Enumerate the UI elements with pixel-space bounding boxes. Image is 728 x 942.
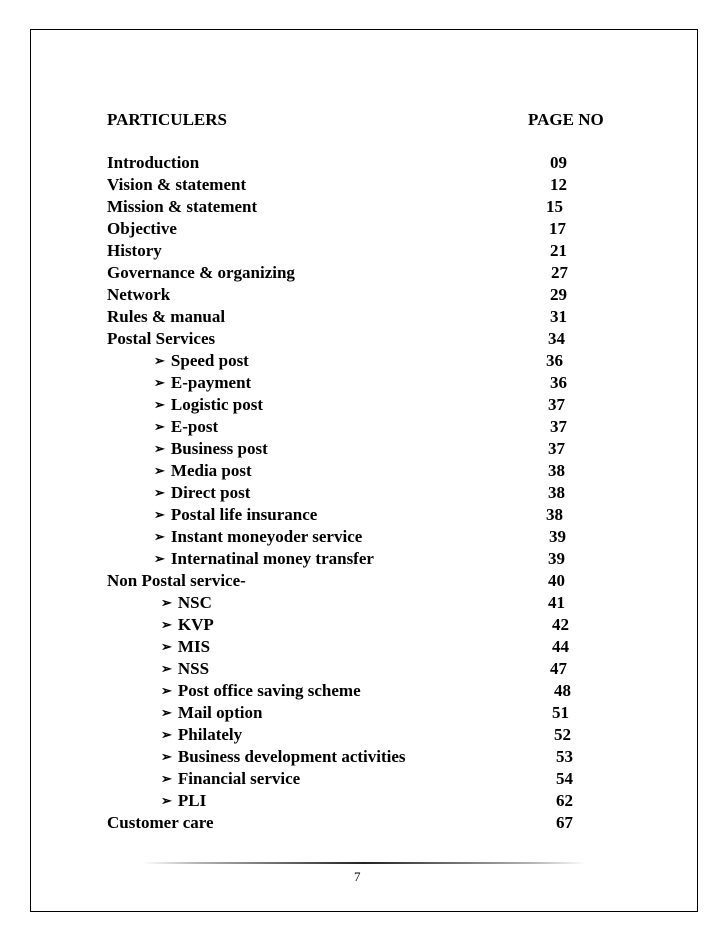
toc-label: Non Postal service-	[107, 571, 246, 590]
arrow-bullet-icon: ➢	[154, 397, 165, 412]
toc-page: 21	[550, 241, 567, 260]
toc-page: 34	[548, 329, 565, 348]
toc-page: 36	[550, 373, 567, 392]
toc-page: 37	[548, 439, 565, 458]
arrow-bullet-icon: ➢	[154, 463, 165, 478]
toc-sub-item: ➢ Financial service	[161, 769, 301, 788]
arrow-bullet-icon: ➢	[154, 441, 165, 456]
arrow-bullet-icon: ➢	[161, 727, 172, 742]
toc-label: History	[107, 241, 162, 260]
toc-sub-item: ➢ NSC	[161, 593, 212, 612]
toc-sub-item: ➢ Postal life insurance	[154, 505, 318, 524]
toc-page: 51	[552, 703, 569, 722]
toc-page: 17	[549, 219, 566, 238]
toc-sub-item: ➢ PLI	[161, 791, 207, 810]
toc-page: 48	[554, 681, 571, 700]
toc-page: 62	[556, 791, 573, 810]
toc-page: 37	[550, 417, 567, 436]
toc-page: 38	[548, 461, 565, 480]
toc-page: 67	[556, 813, 573, 832]
arrow-bullet-icon: ➢	[161, 793, 172, 808]
toc-page: 36	[546, 351, 563, 370]
toc-sub-item: ➢ Speed post	[154, 351, 249, 370]
toc-sub-item: ➢ KVP	[161, 615, 214, 634]
arrow-bullet-icon: ➢	[161, 661, 172, 676]
toc-page: 38	[548, 483, 565, 502]
toc-sub-item: ➢ Direct post	[154, 483, 251, 502]
arrow-bullet-icon: ➢	[161, 639, 172, 654]
arrow-bullet-icon: ➢	[161, 771, 172, 786]
toc-sub-item: ➢ MIS	[161, 637, 211, 656]
arrow-bullet-icon: ➢	[161, 749, 172, 764]
toc-page: 12	[550, 175, 567, 194]
toc-page: 29	[550, 285, 567, 304]
arrow-bullet-icon: ➢	[154, 551, 165, 566]
toc-page: 47	[550, 659, 567, 678]
page-number: 7	[354, 869, 361, 884]
toc-page: 37	[548, 395, 565, 414]
toc-label: Rules & manual	[107, 307, 226, 326]
toc-sub-item: ➢ Business post	[154, 439, 268, 458]
arrow-bullet-icon: ➢	[161, 595, 172, 610]
arrow-bullet-icon: ➢	[154, 507, 165, 522]
footer-divider	[143, 862, 586, 864]
toc-page: 41	[548, 593, 565, 612]
toc-page: 53	[556, 747, 573, 766]
column-header-particulars: PARTICULERS	[107, 110, 227, 129]
toc-sub-item: ➢ E-payment	[154, 373, 252, 392]
toc-page: 31	[550, 307, 567, 326]
toc-page: 27	[551, 263, 568, 282]
toc-label: Mission & statement	[107, 197, 258, 216]
toc-sub-item: ➢ Business development activities	[161, 747, 406, 766]
toc-label: Network	[107, 285, 171, 304]
toc-label: Customer care	[107, 813, 214, 832]
toc-sub-item: ➢ Philately	[161, 725, 243, 744]
arrow-bullet-icon: ➢	[154, 485, 165, 500]
toc-label: Introduction	[107, 153, 200, 172]
arrow-bullet-icon: ➢	[161, 617, 172, 632]
toc-sub-item: ➢ Logistic post	[154, 395, 263, 414]
toc-page: 15	[546, 197, 563, 216]
arrow-bullet-icon: ➢	[161, 683, 172, 698]
toc-label: Postal Services	[107, 329, 216, 348]
arrow-bullet-icon: ➢	[154, 529, 165, 544]
toc-page: 44	[552, 637, 569, 656]
toc-sub-item: ➢ Media post	[154, 461, 252, 480]
toc-page: 09	[550, 153, 567, 172]
toc-page: 39	[548, 549, 565, 568]
toc-label: Vision & statement	[107, 175, 247, 194]
arrow-bullet-icon: ➢	[154, 419, 165, 434]
toc-sub-item: ➢ Mail option	[161, 703, 263, 722]
toc-sub-item: ➢ E-post	[154, 417, 219, 436]
toc-page: 38	[546, 505, 563, 524]
arrow-bullet-icon: ➢	[161, 705, 172, 720]
toc-sub-item: ➢ Post office saving scheme	[161, 681, 361, 700]
toc-sub-item: ➢ Instant moneyoder service	[154, 527, 363, 546]
toc-page: 54	[556, 769, 573, 788]
toc-page: 39	[549, 527, 566, 546]
column-header-page-no: PAGE NO	[528, 110, 604, 129]
toc-page: 42	[552, 615, 569, 634]
toc-sub-item: ➢ NSS	[161, 659, 210, 678]
arrow-bullet-icon: ➢	[154, 353, 165, 368]
toc-page: 52	[554, 725, 571, 744]
toc-page: 40	[548, 571, 565, 590]
toc-sub-item: ➢ Internatinal money transfer	[154, 549, 374, 568]
toc-label: Objective	[107, 219, 177, 238]
toc-label: Governance & organizing	[107, 263, 295, 282]
arrow-bullet-icon: ➢	[154, 375, 165, 390]
